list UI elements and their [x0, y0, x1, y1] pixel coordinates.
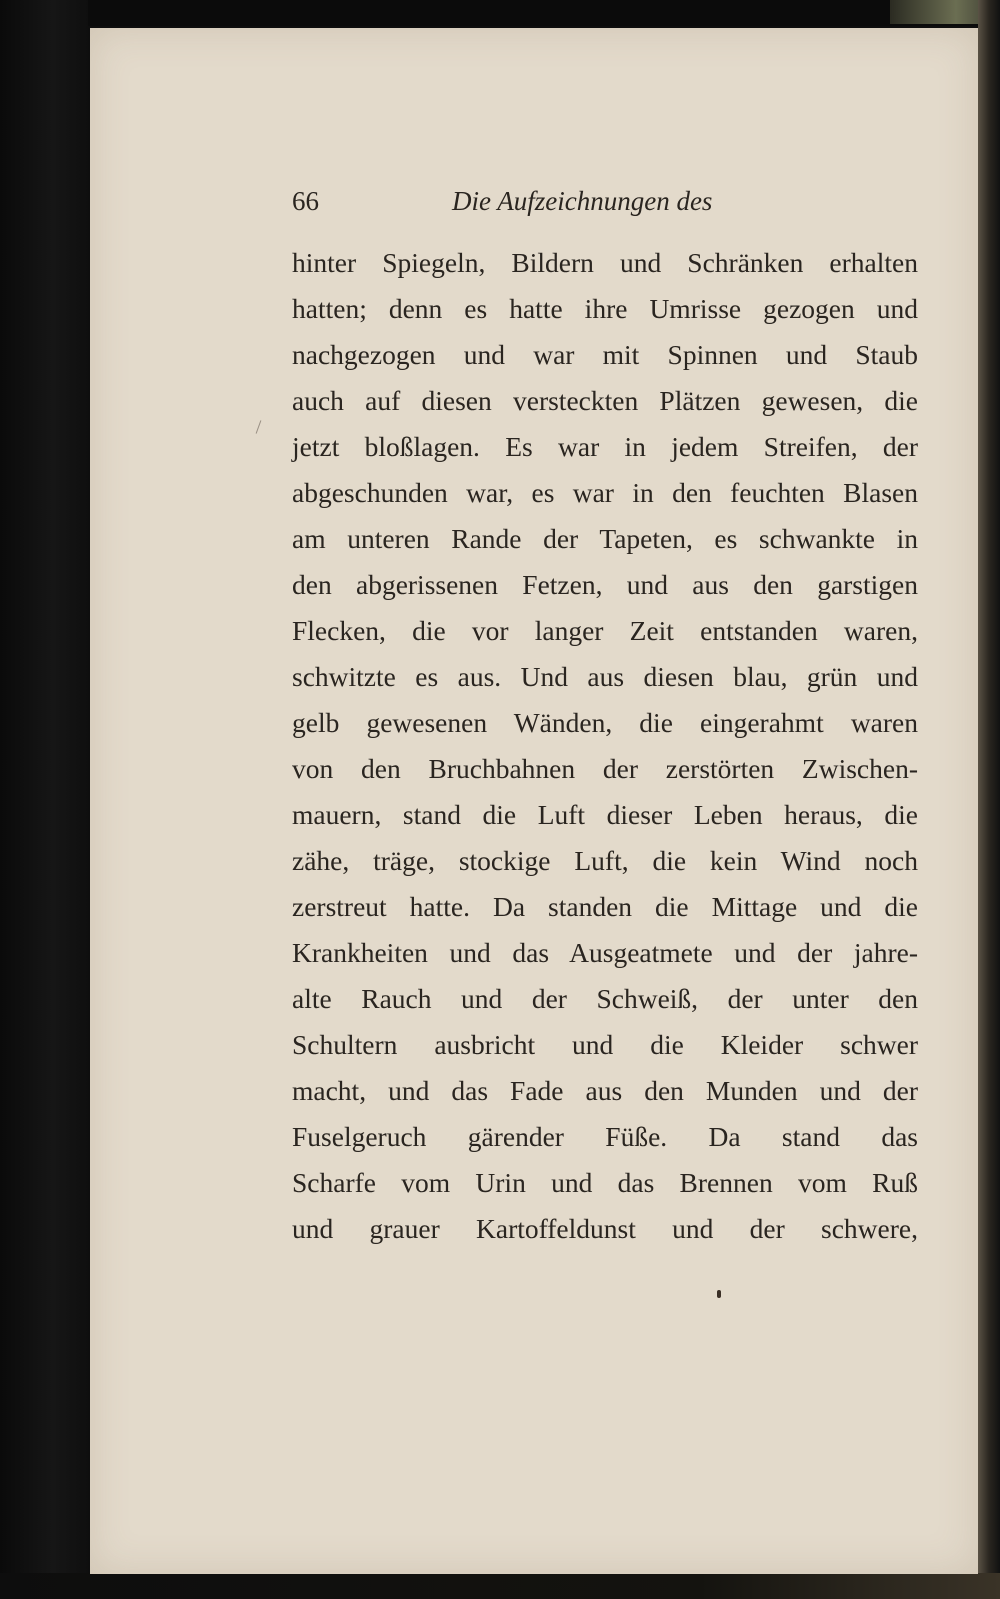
- text-line: den abgerissenen Fetzen, und aus den garstigen: [292, 569, 918, 600]
- text-line: jetzt bloßlagen. Es war in jedem Streifen, der: [292, 431, 918, 462]
- text-line: gelb gewesenen Wänden, die eingerahmt waren: [292, 707, 918, 738]
- book-page-edges: [978, 0, 1000, 1599]
- book-page: [90, 28, 978, 1574]
- text-line: alte Rauch und der Schweiß, der unter den: [292, 983, 918, 1014]
- running-title: Die Aufzeichnungen des: [452, 186, 713, 216]
- text-line: Scharfe vom Urin und das Brennen vom Ruß: [292, 1167, 918, 1198]
- ink-dot: [717, 1290, 721, 1298]
- text-line: schwitzte es aus. Und aus diesen blau, grün und: [292, 661, 918, 692]
- text-line: zerstreut hatte. Da standen die Mittage und die: [292, 891, 918, 922]
- text-line: zähe, träge, stockige Luft, die kein Wind noch: [292, 845, 918, 876]
- text-line: von den Bruchbahnen der zerstörten Zwischen-: [292, 753, 918, 784]
- text-line: mauern, stand die Luft dieser Leben heraus, die: [292, 799, 918, 830]
- text-line: auch auf diesen versteckten Plätzen gewesen, die: [292, 385, 918, 416]
- scan-left-margin: [0, 0, 88, 1599]
- body-text: [292, 240, 918, 1252]
- text-line: Fuselgeruch gärender Füße. Da stand das: [292, 1121, 918, 1152]
- text-line: am unteren Rande der Tapeten, es schwankte in: [292, 523, 918, 554]
- text-line: nachgezogen und war mit Spinnen und Staub: [292, 339, 918, 370]
- scan-top-margin: [0, 0, 1000, 26]
- text-line: Krankheiten und das Ausgeatmete und der jahre-: [292, 937, 918, 968]
- text-line: hatten; denn es hatte ihre Umrisse gezogen und: [292, 293, 918, 324]
- text-line: abgeschunden war, es war in den feuchten Blasen: [292, 477, 918, 508]
- text-line: Schultern ausbricht und die Kleider schwer: [292, 1029, 918, 1060]
- text-line: macht, und das Fade aus den Munden und der: [292, 1075, 918, 1106]
- page-number: 66: [292, 186, 319, 216]
- scan-bottom-margin: [0, 1573, 1000, 1599]
- text-line: und grauer Kartoffeldunst und der schwere,: [292, 1213, 918, 1244]
- pencil-mark: [256, 420, 262, 433]
- page-header: [292, 186, 932, 226]
- text-line: Flecken, die vor langer Zeit entstanden waren,: [292, 615, 918, 646]
- text-line: hinter Spiegeln, Bildern und Schränken erhalten: [292, 247, 918, 278]
